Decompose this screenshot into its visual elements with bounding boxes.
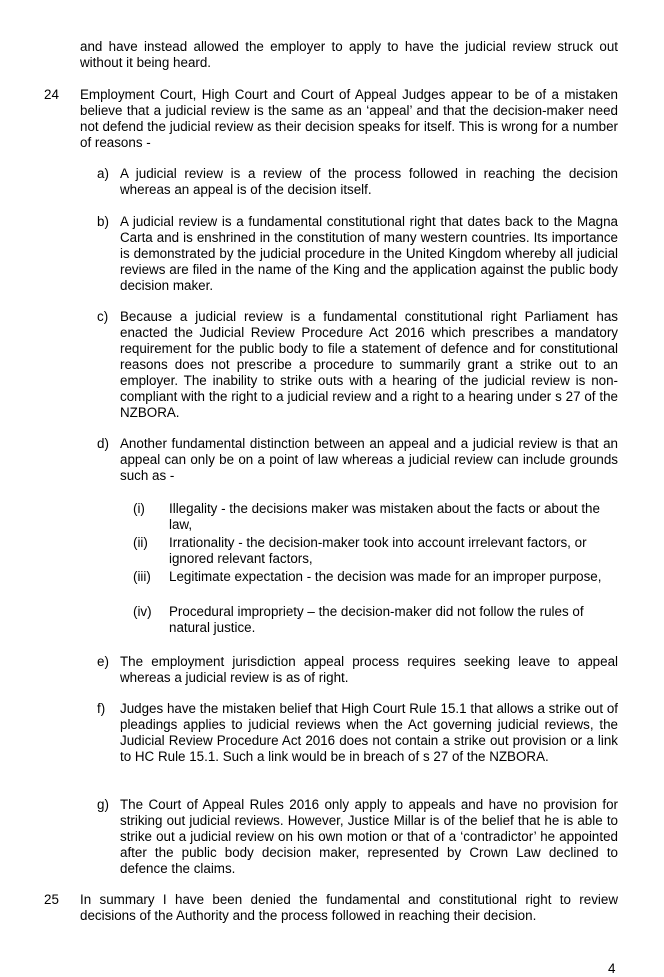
item-f-label: f) [97, 701, 106, 716]
subitem-ii-label: (ii) [133, 535, 148, 550]
subitem-iv-label: (iv) [133, 604, 152, 619]
subitem-i-label: (i) [133, 501, 145, 516]
subitem-iii-label: (iii) [133, 569, 151, 584]
item-d-label: d) [97, 436, 109, 451]
item-d-text: Another fundamental distinction between an appeal and a judicial review is that an appeal can only be on a point of law whereas a judicial review can include grounds such as - [120, 436, 618, 483]
item-e-label: e) [97, 654, 109, 669]
item-c-text: Because a judicial review is a fundamental constitutional right Parliament has enacted the Judicial Review Procedure Act 2016 which prescribes a mandatory requirement for the public body to file a statement of defence and for constitutional reasons does not prescribe a procedure to summarily grant a strike out to an employer. The inability to strike outs with a hearing of the judicial review is non-compliant with the right to a judicial review and a right to a hearing under s 27 of the NZBORA. [120, 309, 618, 420]
item-c-label: c) [97, 309, 109, 324]
paragraph-number-24: 24 [44, 87, 59, 102]
item-a-label: a) [97, 166, 109, 181]
page-number: 4 [608, 961, 616, 976]
item-b-text: A judicial review is a fundamental constitutional right that dates back to the Magna Carta and is enshrined in the constitution of many western countries. Its importance is demonstrated by the judicial procedure in the United Kingdom whereby all judicial reviews are filed in the name of the King and the application against the public body decision maker. [120, 214, 618, 293]
item-a-text: A judicial review is a review of the process followed in reaching the decision whereas an appeal is of the decision itself. [120, 166, 618, 197]
subitem-iii-text: Legitimate expectation - the decision was made for an improper purpose, [169, 569, 602, 584]
subitem-iv-text: Procedural impropriety – the decision-maker did not follow the rules of natural justice. [169, 604, 584, 635]
paragraph-25-text: In summary I have been denied the fundamental and constitutional right to review decisions of the Authority and the process followed in reaching their decision. [80, 892, 618, 923]
paragraph-number-25: 25 [44, 892, 59, 907]
subitem-ii-text: Irrationality - the decision-maker took into account irrelevant factors, or ignored relevant factors, [169, 535, 587, 566]
item-g-label: g) [97, 797, 109, 812]
item-f-text: Judges have the mistaken belief that High Court Rule 15.1 that allows a strike out of pleadings applies to judicial reviews when the Act governing judicial reviews, the Judicial Review Procedure Act 2016 does not contain a strike out provision or a link to HC Rule 15.1. Such a link would be in breach of s 27 of the NZBORA. [120, 701, 618, 764]
item-g-text: The Court of Appeal Rules 2016 only apply to appeals and have no provision for striking out judicial reviews. However, Justice Millar is of the belief that he is able to strike out a judicial review on his own motion or that of a ‘contradictor’ he appointed after the public body decision maker, represented by Crown Law declined to defence the claims. [120, 797, 618, 876]
item-e-text: The employment jurisdiction appeal process requires seeking leave to appeal whereas a judicial review is as of right. [120, 654, 618, 685]
item-b-label: b) [97, 214, 109, 229]
paragraph-24-text: Employment Court, High Court and Court of Appeal Judges appear to be of a mistaken believe that a judicial review is the same as an ‘appeal’ and that the decision-maker need not defend the judicial review as their decision speaks for itself. This is wrong for a number of reasons - [80, 87, 618, 150]
continuation-text: and have instead allowed the employer to apply to have the judicial review struck out without it being heard. [80, 39, 618, 70]
subitem-i-text: Illegality - the decisions maker was mistaken about the facts or about the law, [169, 501, 600, 532]
